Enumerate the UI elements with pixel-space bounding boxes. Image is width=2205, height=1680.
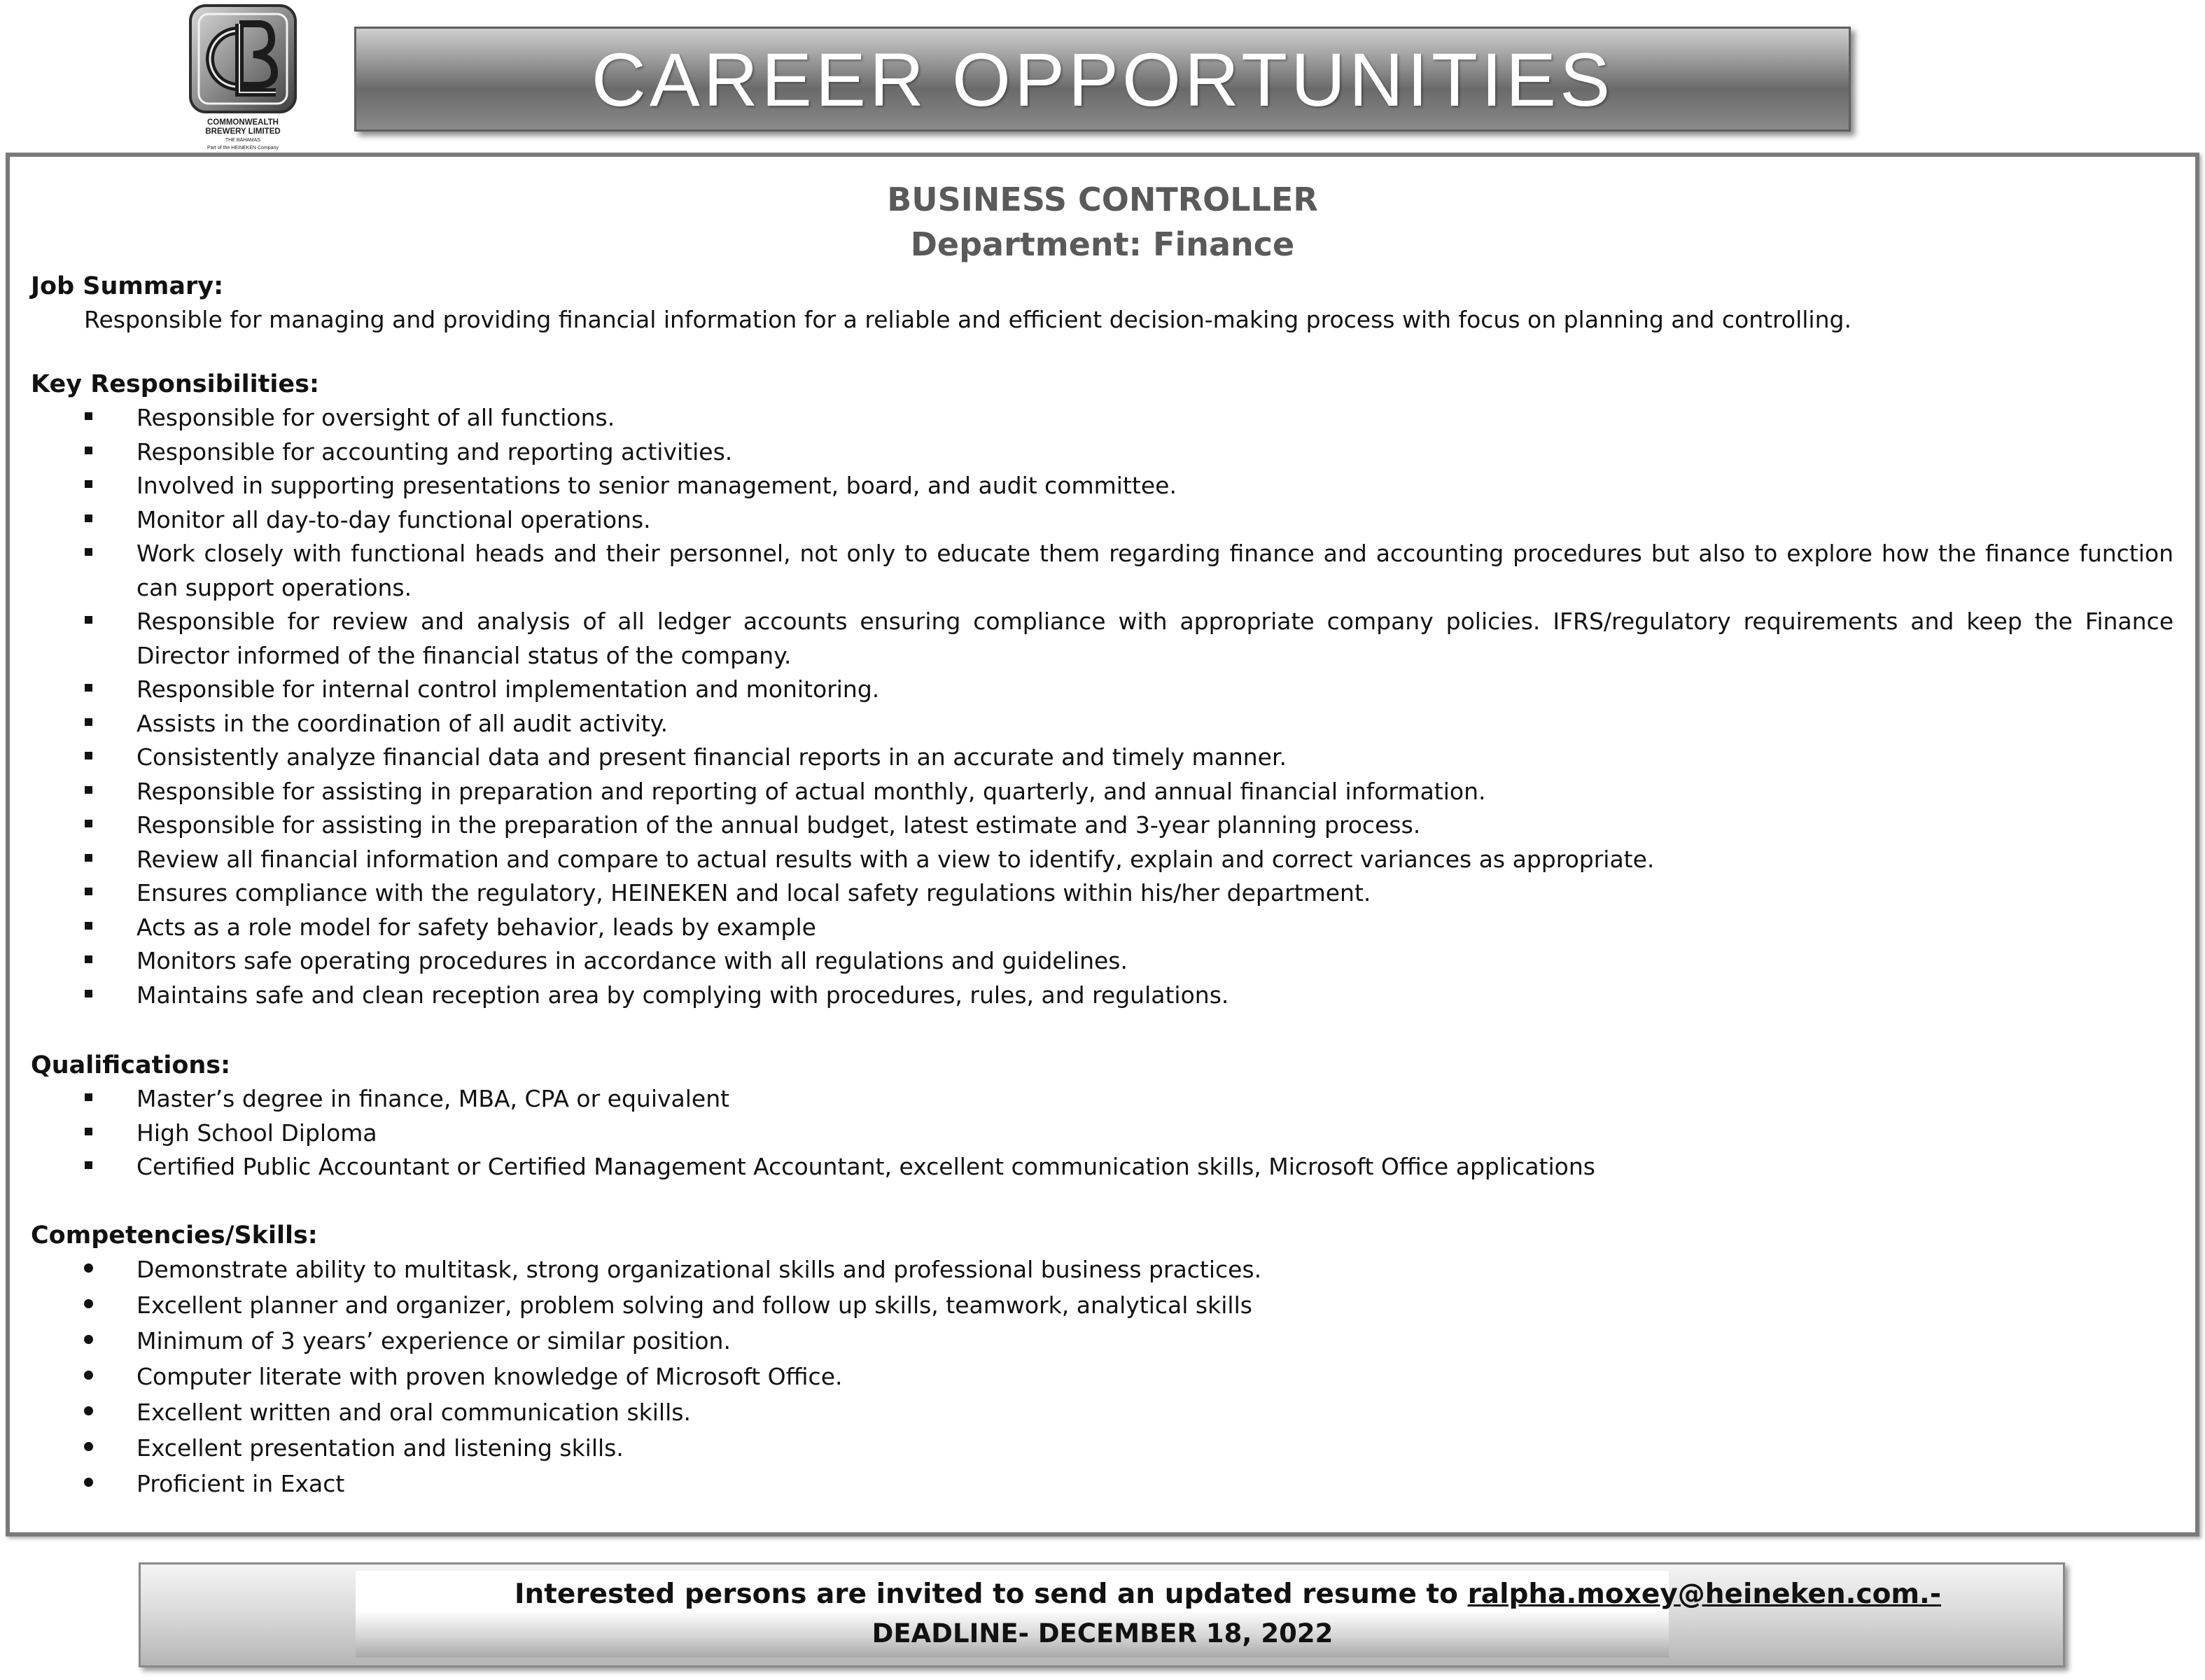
list-item: Monitors safe operating procedures in accordance with all regulations and guidelines. — [136, 947, 1128, 974]
logo-parent-company: Part of the HEINEKEN Company — [207, 146, 279, 150]
application-instructions — [514, 1578, 1941, 1610]
bullet-icon — [85, 548, 92, 556]
logo-company-line2: BREWERY LIMITED — [205, 127, 281, 136]
list-item: Involved in supporting presentations to senior management, board, and audit committee. — [136, 472, 1177, 499]
list-item: Responsible for assisting in the preparation of the annual budget, latest estimate and 3-year planning process. — [136, 811, 1421, 839]
list-item: Responsible for oversight of all functions. — [136, 404, 615, 431]
summary-heading: Job Summary: — [31, 272, 224, 300]
bullet-icon — [85, 820, 92, 827]
bullet-icon — [84, 1442, 93, 1451]
bullet-icon — [85, 1093, 92, 1101]
banner-title: CAREER OPPORTUNITIES — [591, 36, 1614, 122]
list-item: Monitor all day-to-day functional operations. — [136, 506, 651, 533]
bullet-icon — [85, 718, 92, 726]
qualifications-heading: Qualifications: — [31, 1051, 231, 1079]
email-link[interactable]: ralpha.moxey@heineken.com.- — [1467, 1578, 1942, 1610]
deadline-text: DEADLINE- DECEMBER 18, 2022 — [872, 1618, 1334, 1648]
list-item: Responsible for internal control implementation and monitoring. — [136, 676, 880, 703]
list-item: Proficient in Exact — [136, 1470, 345, 1497]
bullet-icon — [85, 616, 92, 624]
bullet-icon — [85, 447, 92, 454]
list-item: Excellent presentation and listening skills. — [136, 1434, 624, 1462]
career-banner — [354, 27, 1851, 132]
list-item: Excellent written and oral communication skills. — [136, 1399, 691, 1426]
bullet-icon — [84, 1371, 93, 1380]
list-item: Responsible for accounting and reporting activities. — [136, 438, 733, 465]
bullet-icon — [85, 752, 92, 760]
bullet-icon — [85, 412, 92, 420]
bullet-icon — [85, 922, 92, 930]
list-item-continuation: can support operations. — [136, 574, 412, 601]
bullet-icon — [85, 786, 92, 794]
list-item: Responsible for review and analysis of all ledger accounts ensuring compliance with appropriate company policies. IFRS/regulatory requirements and keep the Finance — [136, 608, 2174, 635]
list-item: Demonstrate ability to multitask, strong organizational skills and professional business practices. — [136, 1256, 1262, 1283]
logo-country: THE BAHAMAS — [225, 138, 261, 143]
bullet-icon — [85, 1128, 92, 1135]
invite-text: Interested persons are invited to send an updated resume to — [514, 1578, 1468, 1610]
summary-text: Responsible for managing and providing financial information for a reliable and efficient decision-making process with focus on planning and controlling. — [84, 306, 1851, 333]
bullet-icon — [84, 1478, 93, 1487]
job-title: BUSINESS CONTROLLER — [887, 181, 1318, 218]
list-item: Work closely with functional heads and their personnel, not only to educate them regarding finance and accounting procedures but also to explore how the finance function — [136, 540, 2174, 567]
bullet-icon — [85, 955, 92, 963]
list-item: Ensures compliance with the regulatory, HEINEKEN and local safety regulations within his/her department. — [136, 879, 1371, 906]
bullet-icon — [85, 480, 92, 488]
bullet-icon — [84, 1406, 93, 1415]
list-item: Review all financial information and compare to actual results with a view to identify, explain and correct variances as appropriate. — [136, 846, 1655, 873]
list-item: Computer literate with proven knowledge of Microsoft Office. — [136, 1363, 843, 1390]
list-item: Master’s degree in finance, MBA, CPA or equivalent — [136, 1085, 730, 1112]
bullet-icon — [85, 888, 92, 895]
responsibilities-heading: Key Responsibilities: — [31, 370, 319, 398]
bullet-icon — [85, 684, 92, 692]
competencies-heading: Competencies/Skills: — [31, 1222, 318, 1250]
list-item: High School Diploma — [136, 1119, 377, 1147]
list-item: Certified Public Accountant or Certified Management Accountant, excellent communication skills, Microsoft Office applications — [136, 1153, 1595, 1180]
list-item: Responsible for assisting in preparation and reporting of actual monthly, quarterly, and annual financial information. — [136, 778, 1486, 805]
list-item: Maintains safe and clean reception area by complying with procedures, rules, and regulations. — [136, 981, 1229, 1009]
bullet-icon — [84, 1299, 93, 1308]
logo-company-line1: COMMONWEALTH — [207, 118, 279, 127]
list-item: Excellent planner and organizer, problem solving and follow up skills, teamwork, analytical skills — [136, 1292, 1252, 1319]
list-item: Acts as a role model for safety behavior, leads by example — [136, 913, 816, 941]
list-item-continuation: Director informed of the financial status of the company. — [136, 642, 792, 669]
bullet-icon — [85, 854, 92, 862]
bullet-icon — [84, 1264, 93, 1273]
bullet-icon — [85, 514, 92, 522]
list-item: Consistently analyze financial data and present financial reports in an accurate and timely manner. — [136, 743, 1287, 771]
job-department: Department: Finance — [910, 225, 1295, 263]
cbl-emblem-icon — [183, 3, 302, 115]
list-item: Minimum of 3 years’ experience or similar position. — [136, 1327, 731, 1354]
bullet-icon — [84, 1335, 93, 1344]
list-item: Assists in the coordination of all audit activity. — [136, 710, 668, 737]
bullet-icon — [85, 990, 92, 997]
company-logo — [183, 3, 302, 150]
bullet-icon — [85, 1161, 92, 1169]
